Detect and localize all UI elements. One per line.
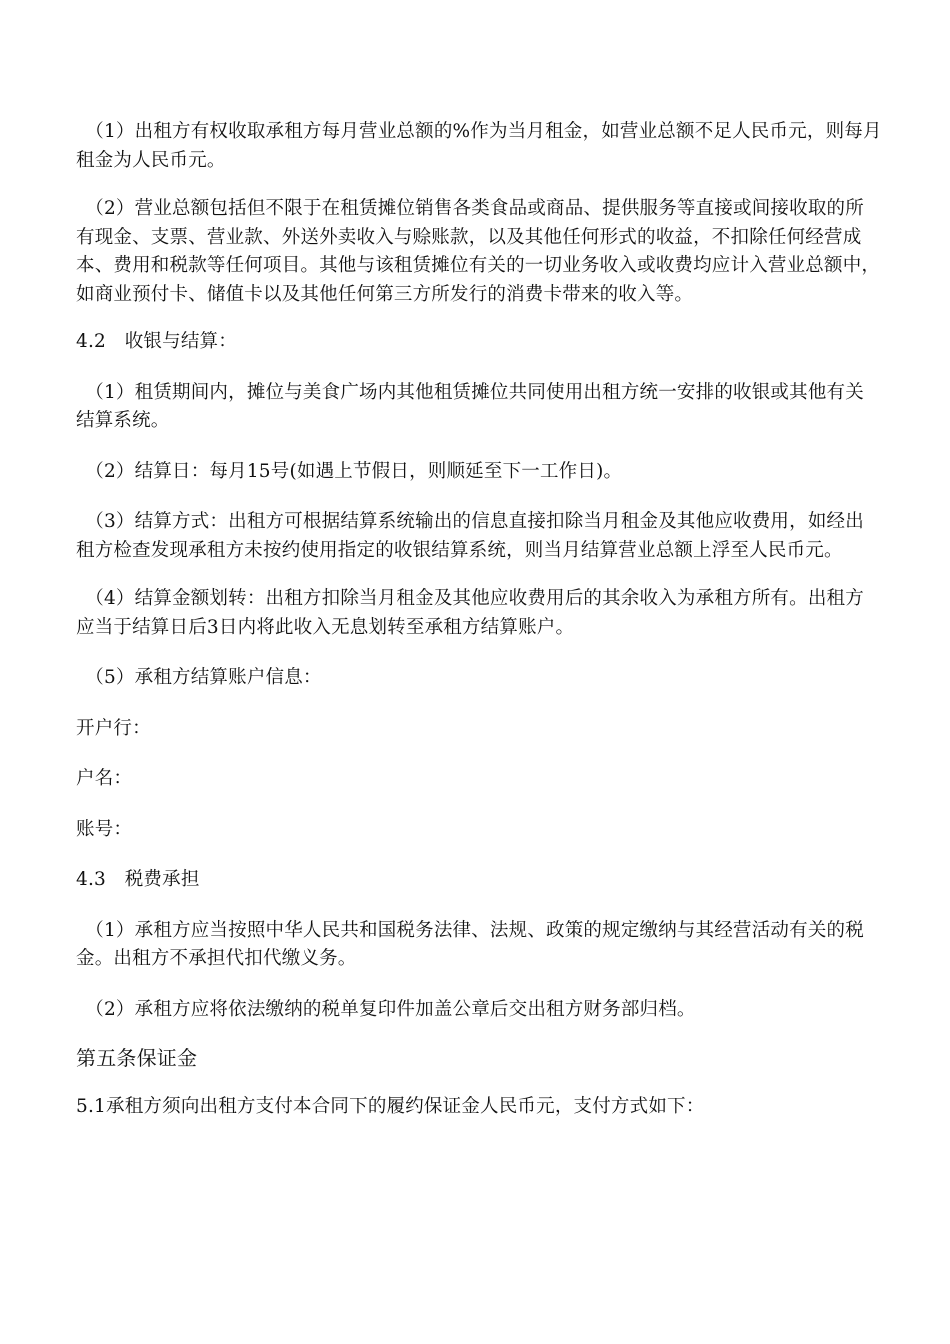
paragraph-4-2-3: （3）结算方式：出租方可根据结算系统输出的信息直接扣除当月租金及其他应收费用，如经出租方检查发现承租方未按约使用指定的收银结算系统，则当月结算营业总额上浮至人民币元。 xyxy=(76,511,864,561)
clause-4-2-heading: 4.2 收银与结算： xyxy=(76,331,237,352)
paragraph-4-2-2: （2）结算日：每月15号(如遇上节假日，则顺延至下一工作日)。 xyxy=(85,460,623,482)
paragraph-4-2-1: （1）租赁期间内，摊位与美食广场内其他租赁摊位共同使用出租方统一安排的收银或其他有关结算系统。 xyxy=(76,381,864,431)
document-page xyxy=(76,118,882,1122)
paragraph-4-1-1: （1）出租方有权收取承租方每月营业总额的%作为当月租金，如营业总额不足人民币元，则每月租金为人民币元。 xyxy=(76,121,882,171)
paragraph-4-3-1: （1）承租方应当按照中华人民共和国税务法律、法规、政策的规定缴纳与其经营活动有关的税金。出租方不承担代扣代缴义务。 xyxy=(76,919,864,969)
account-name-label: 户名： xyxy=(76,768,133,789)
section-five-heading: 第五条保证金 xyxy=(76,1046,198,1070)
bank-name-label: 开户行： xyxy=(76,717,151,739)
paragraph-4-2-5: （5）承租方结算账户信息： xyxy=(85,667,322,688)
paragraph-4-2-4: （4）结算金额划转：出租方扣除当月租金及其他应收费用后的其余收入为承租方所有。出租方应当于结算日后3日内将此收入无息划转至承租方结算账户。 xyxy=(76,588,864,638)
paragraph-5-1: 5.1承租方须向出租方支付本合同下的履约保证金人民币元，支付方式如下： xyxy=(76,1096,705,1117)
paragraph-4-3-2: （2）承租方应将依法缴纳的税单复印件加盖公章后交出租方财务部归档。 xyxy=(85,998,696,1020)
paragraph-4-1-2: （2）营业总额包括但不限于在租赁摊位销售各类食品或商品、提供服务等直接或间接收取的所有现金、支票、营业款、外送外卖收入与赊账款，以及其他任何形式的收益，不扣除任何经营成本、费用和税款等任何项目。其他与该租赁摊位有关的一切业务收入或收费均应计入营业总额中，如商业预付卡、储值卡以及其他任何第三方所发行的消费卡带来的收入等。 xyxy=(76,198,881,305)
clause-4-3-heading: 4.3 税费承担 xyxy=(76,869,200,890)
account-number-label: 账号： xyxy=(76,818,133,840)
